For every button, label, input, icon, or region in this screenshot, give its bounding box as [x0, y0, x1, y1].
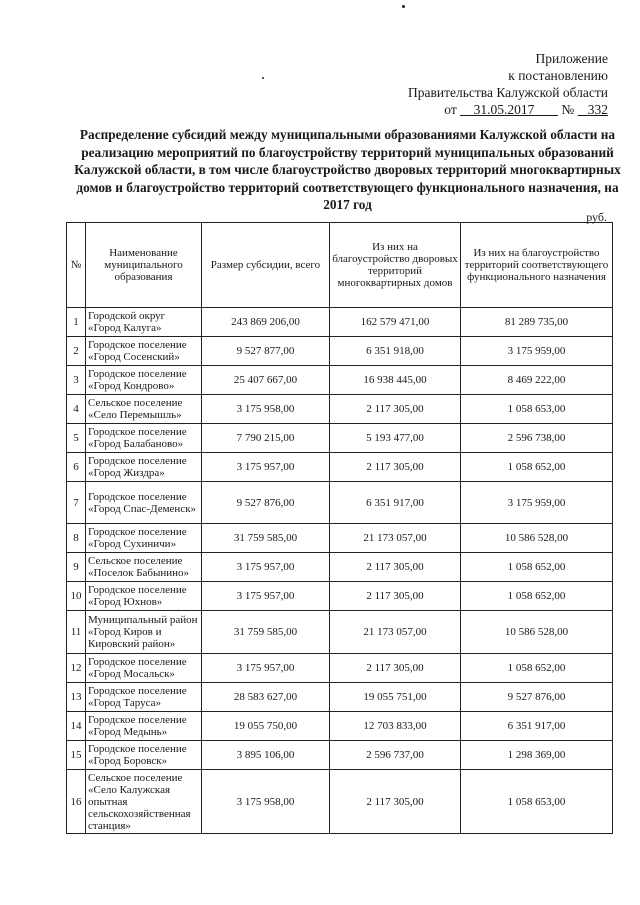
scan-speck — [262, 77, 264, 79]
row-yards: 2 117 305,00 — [330, 582, 461, 611]
row-total: 3 175 958,00 — [202, 395, 330, 424]
row-functional: 81 289 735,00 — [461, 308, 613, 337]
row-total: 9 527 877,00 — [202, 337, 330, 366]
table-row — [67, 424, 613, 453]
table-row — [67, 453, 613, 482]
table-row — [67, 482, 613, 524]
row-yards: 21 173 057,00 — [330, 611, 461, 654]
row-number: 5 — [67, 424, 86, 453]
row-number: 6 — [67, 453, 86, 482]
header-yards: Из них на благоустройство дворовых территорий многоквартирных домов — [330, 223, 461, 308]
decree-number: 332 — [587, 102, 608, 117]
table-row — [67, 741, 613, 770]
row-yards: 12 703 833,00 — [330, 712, 461, 741]
row-name: Городское поселение «Город Медынь» — [86, 712, 202, 741]
row-functional: 6 351 917,00 — [461, 712, 613, 741]
number-label: № — [561, 102, 575, 117]
row-name: Городское поселение «Город Юхнов» — [86, 582, 202, 611]
row-total: 25 407 667,00 — [202, 366, 330, 395]
row-functional: 10 586 528,00 — [461, 524, 613, 553]
table-row — [67, 553, 613, 582]
row-total: 243 869 206,00 — [202, 308, 330, 337]
row-functional: 1 058 653,00 — [461, 395, 613, 424]
table-row — [67, 654, 613, 683]
row-yards: 19 055 751,00 — [330, 683, 461, 712]
row-total: 3 175 957,00 — [202, 654, 330, 683]
row-name: Муниципальный район «Город Киров и Кировский район» — [86, 611, 202, 654]
row-number: 2 — [67, 337, 86, 366]
row-functional: 3 175 959,00 — [461, 482, 613, 524]
row-functional: 1 298 369,00 — [461, 741, 613, 770]
header-num: № — [67, 223, 86, 308]
document-title: Распределение субсидий между муниципальными образованиями Калужской области на реализацию мероприятий по благоустройству территорий муниципальных образований Калужской области, в том числе благоустройство дворовых территорий многоквартирных домов и благоустройство территорий соответствующего функционального назначения, на 2017 год — [74, 127, 621, 212]
appendix-line-3: Правительства Калужской области — [407, 85, 608, 100]
row-name: Городское поселение «Город Мосальск» — [86, 654, 202, 683]
subsidy-table — [66, 222, 613, 834]
table-row — [67, 712, 613, 741]
row-number: 13 — [67, 683, 86, 712]
row-number: 16 — [67, 770, 86, 834]
table-row — [67, 337, 613, 366]
appendix-block — [408, 50, 608, 118]
row-name: Городское поселение «Город Таруса» — [86, 683, 202, 712]
scan-speck — [402, 5, 405, 8]
row-number: 15 — [67, 741, 86, 770]
row-functional: 1 058 652,00 — [461, 654, 613, 683]
appendix-line-1: Приложение — [535, 51, 608, 66]
row-functional: 1 058 652,00 — [461, 582, 613, 611]
from-label: от — [444, 102, 457, 117]
row-yards: 6 351 918,00 — [330, 337, 461, 366]
decree-date: 31.05.2017 — [473, 102, 535, 117]
row-total: 9 527 876,00 — [202, 482, 330, 524]
row-yards: 2 117 305,00 — [330, 770, 461, 834]
currency-unit: руб. — [586, 210, 607, 224]
row-total: 3 175 957,00 — [202, 582, 330, 611]
row-yards: 2 117 305,00 — [330, 553, 461, 582]
row-yards: 21 173 057,00 — [330, 524, 461, 553]
row-functional: 8 469 222,00 — [461, 366, 613, 395]
row-name: Сельское поселение «Село Калужская опытная сельскохозяйственная станция» — [86, 770, 202, 834]
row-total: 3 175 957,00 — [202, 553, 330, 582]
row-functional: 1 058 652,00 — [461, 553, 613, 582]
row-yards: 2 117 305,00 — [330, 654, 461, 683]
row-total: 3 175 958,00 — [202, 770, 330, 834]
header-functional: Из них на благоустройство территорий соответствующего функционального назначения — [461, 223, 613, 308]
row-name: Городское поселение «Город Балабаново» — [86, 424, 202, 453]
row-functional: 1 058 653,00 — [461, 770, 613, 834]
table-row — [67, 395, 613, 424]
row-functional: 3 175 959,00 — [461, 337, 613, 366]
table-header-row — [67, 223, 613, 308]
row-yards: 6 351 917,00 — [330, 482, 461, 524]
table-row — [67, 366, 613, 395]
row-yards: 5 193 477,00 — [330, 424, 461, 453]
appendix-date-line — [408, 101, 608, 118]
table-row — [67, 308, 613, 337]
appendix-line-2: к постановлению — [508, 68, 608, 83]
row-name: Городское поселение «Город Жиздра» — [86, 453, 202, 482]
row-name: Городской округ «Город Калуга» — [86, 308, 202, 337]
row-number: 7 — [67, 482, 86, 524]
row-number: 9 — [67, 553, 86, 582]
table-row — [67, 683, 613, 712]
row-total: 7 790 215,00 — [202, 424, 330, 453]
row-number: 3 — [67, 366, 86, 395]
row-total: 3 175 957,00 — [202, 453, 330, 482]
row-functional: 2 596 738,00 — [461, 424, 613, 453]
row-number: 8 — [67, 524, 86, 553]
row-total: 31 759 585,00 — [202, 611, 330, 654]
row-functional: 10 586 528,00 — [461, 611, 613, 654]
row-total: 3 895 106,00 — [202, 741, 330, 770]
table-row — [67, 770, 613, 834]
table-row — [67, 524, 613, 553]
row-yards: 2 117 305,00 — [330, 395, 461, 424]
row-name: Сельское поселение «Село Перемышль» — [86, 395, 202, 424]
row-name: Городское поселение «Город Кондрово» — [86, 366, 202, 395]
row-total: 31 759 585,00 — [202, 524, 330, 553]
row-number: 12 — [67, 654, 86, 683]
row-number: 1 — [67, 308, 86, 337]
row-yards: 16 938 445,00 — [330, 366, 461, 395]
row-functional: 1 058 652,00 — [461, 453, 613, 482]
row-name: Городское поселение «Город Сосенский» — [86, 337, 202, 366]
row-number: 14 — [67, 712, 86, 741]
row-name: Сельское поселение «Поселок Бабынино» — [86, 553, 202, 582]
row-number: 4 — [67, 395, 86, 424]
row-number: 11 — [67, 611, 86, 654]
row-yards: 2 596 737,00 — [330, 741, 461, 770]
row-name: Городское поселение «Город Сухиничи» — [86, 524, 202, 553]
header-name: Наименование муниципального образования — [86, 223, 202, 308]
header-total: Размер субсидии, всего — [202, 223, 330, 308]
row-total: 19 055 750,00 — [202, 712, 330, 741]
row-number: 10 — [67, 582, 86, 611]
row-total: 28 583 627,00 — [202, 683, 330, 712]
row-name: Городское поселение «Город Боровск» — [86, 741, 202, 770]
row-yards: 162 579 471,00 — [330, 308, 461, 337]
table-row — [67, 582, 613, 611]
row-functional: 9 527 876,00 — [461, 683, 613, 712]
row-yards: 2 117 305,00 — [330, 453, 461, 482]
table-row — [67, 611, 613, 654]
row-name: Городское поселение «Город Спас-Деменск» — [86, 482, 202, 524]
